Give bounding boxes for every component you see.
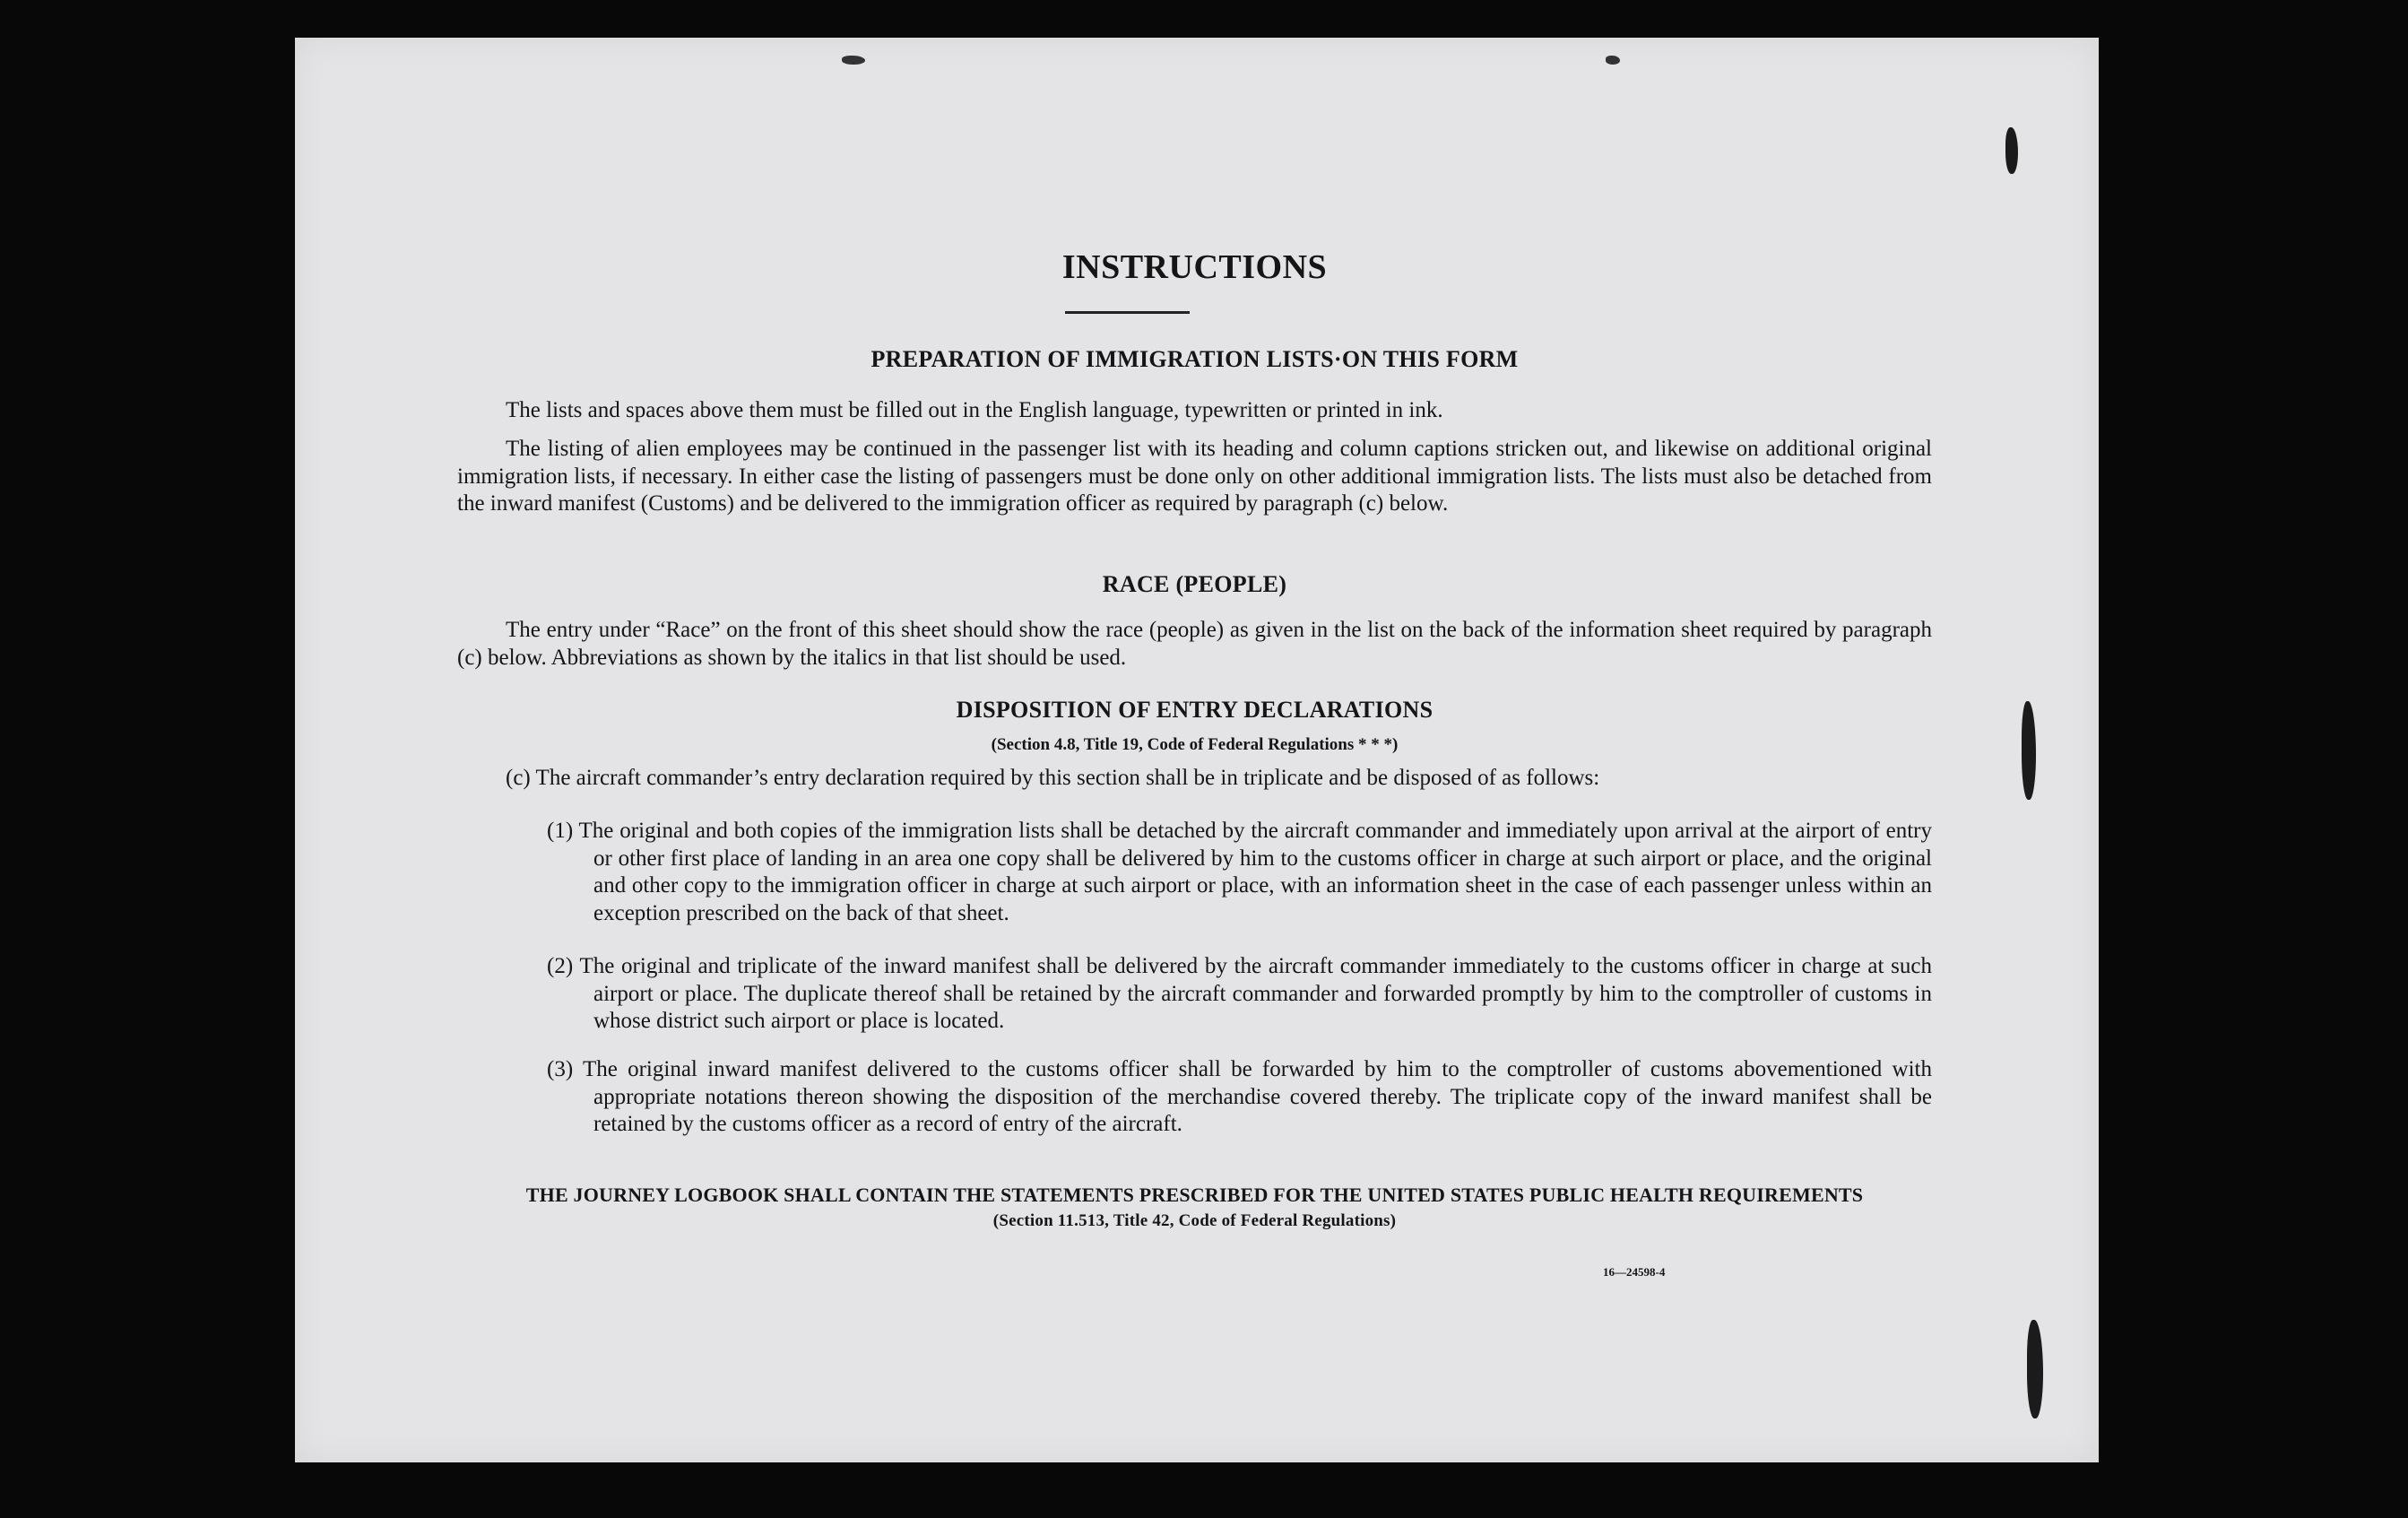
form-number: 16—24598-4 xyxy=(1603,1265,1666,1279)
section-heading-race: RACE (PEOPLE) xyxy=(1102,571,1287,597)
paragraph-race xyxy=(457,617,1932,672)
ink-dot-top-left xyxy=(842,56,865,65)
paragraph-text: The lists and spaces above them must be filled out in the English language, typewritten or printed in ink. xyxy=(506,398,1443,422)
paragraph-preparation-1 xyxy=(457,397,1932,425)
list-item-2: (2) The original and triplicate of the inward manifest shall be delivered by the aircraft commander immediately to the customs officer in charge at such airport or place. The duplicate thereof shall be retained by the aircraft commander and forwarded promptly by him to the comptroller of customs in whose district such airport or place is located. xyxy=(547,954,1932,1033)
page-title: INSTRUCTIONS xyxy=(1061,248,1328,286)
list-item-3: (3) The original inward manifest delivered to the customs officer shall be forwarded by him to the comptroller of customs abovementioned with appropriate notations thereon showing the disposition of the merchandise covered thereby. The triplicate copy of the inward manifest shall be retained by the customs officer as a record of entry of the aircraft. xyxy=(547,1057,1932,1136)
section-heading-preparation: PREPARATION OF IMMIGRATION LISTS·ON THIS FORM xyxy=(871,346,1519,372)
staple-mark-middle-right xyxy=(2022,701,2036,800)
section-heading-disposition: DISPOSITION OF ENTRY DECLARATIONS xyxy=(956,697,1434,723)
paragraph-text: The entry under “Race” on the front of this sheet should show the race (people) as given in the list on the back of the information sheet required by paragraph (c) below. Abbreviations as shown by the italics in that list should be used. xyxy=(457,618,1932,670)
list-item-1: (1) The original and both copies of the immigration lists shall be detached by the aircraft commander and immediately upon arrival at the airport of entry or other first place of landing in an area one copy shall be delivered by him to the customs officer in charge at such airport or place, and the original and other copy to the immigration officer in charge at such airport or place, with an information sheet in the case of each passenger unless within an exception prescribed on the back of that sheet. xyxy=(547,819,1932,925)
paragraph-preparation-2 xyxy=(457,436,1932,518)
paragraph-disposition-intro xyxy=(457,765,1932,793)
staple-mark-bottom-right xyxy=(2027,1320,2043,1418)
staple-mark-top-right xyxy=(2005,127,2018,174)
health-requirements-citation: (Section 11.513, Title 42, Code of Federal Regulations) xyxy=(992,1211,1397,1230)
paragraph-text: The listing of alien employees may be continued in the passenger list with its heading and column captions stricken out, and likewise on additional original immigration lists, if necessary. In either case the listing of passengers must be done only on other additional immigration lists. The lists must also be detached from the inward manifest (Customs) and be delivered to the immigration officer as required by paragraph (c) below. xyxy=(457,437,1932,516)
paragraph-text: (c) The aircraft commander’s entry declaration required by this section shall be in triplicate and be disposed of as follows: xyxy=(506,766,1600,790)
health-requirements-heading: THE JOURNEY LOGBOOK SHALL CONTAIN THE STATEMENTS PRESCRIBED FOR THE UNITED STATES PUBLIC HEALTH REQUIREMENTS xyxy=(525,1184,1864,1206)
title-underline xyxy=(1065,311,1190,314)
ink-dot-top-center xyxy=(1606,56,1620,65)
section-subheading-disposition: (Section 4.8, Title 19, Code of Federal Regulations * * *) xyxy=(991,735,1399,754)
